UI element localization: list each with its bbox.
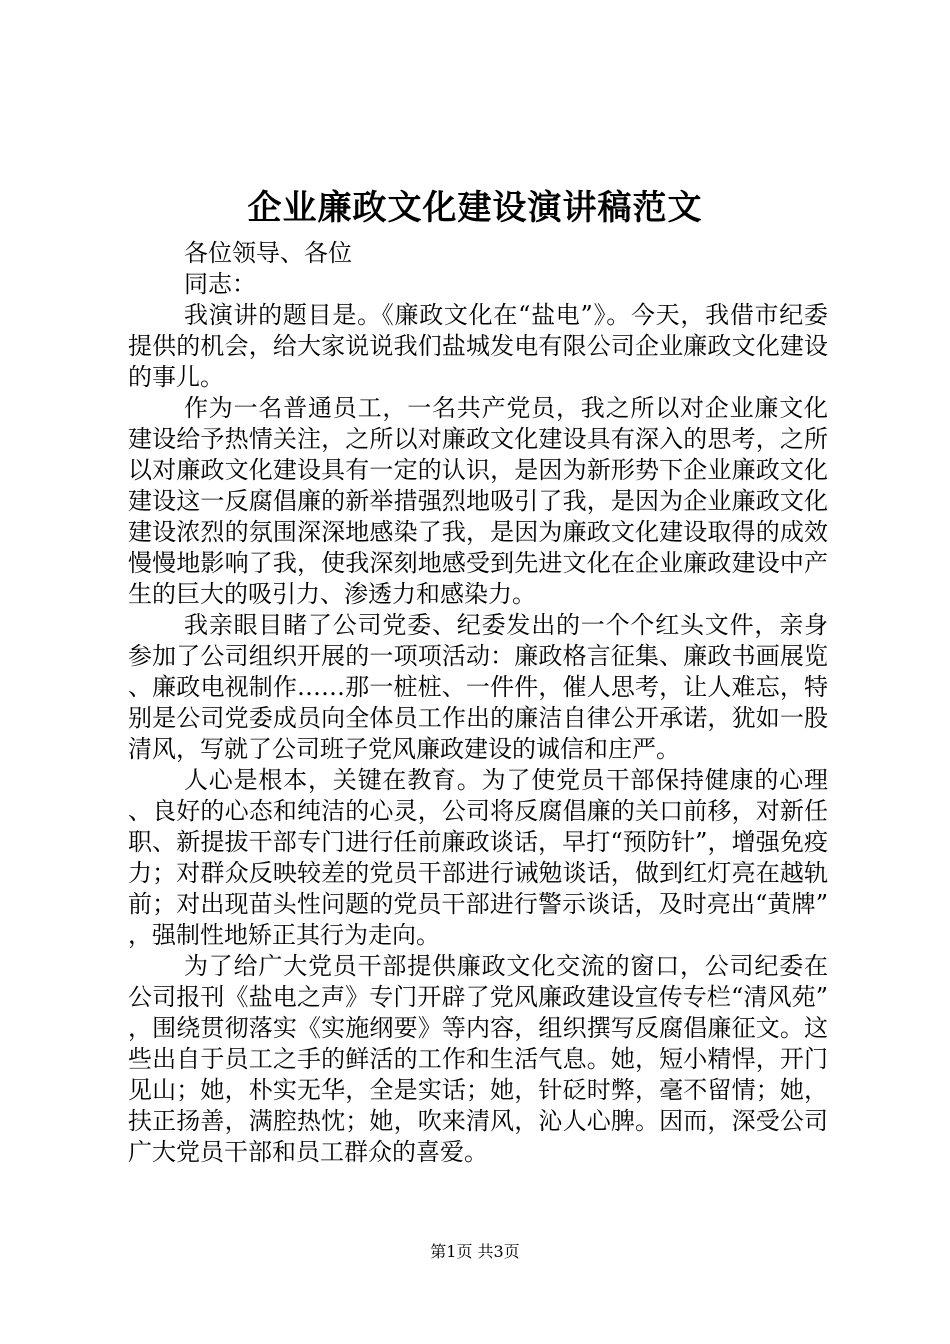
page-footer: 第1页 共3页 [430, 1242, 520, 1261]
paragraph-5: 为了给广大党员干部提供廉政文化交流的窗口，公司纪委在公司报刊《盐电之声》专门开辟了党风廉政建设宣传专栏“清风苑”，围绕贯彻落实《实施纲要》等内容，组织撰写反腐倡廉征文。这些出自于员工之手的鲜活的工作和生活气息。她，短小精悍，开门见山；她，朴实无华，全是实话；她，针砭时弊，毫不留情；她，扶正扬善，满腔热忱；她，吹来清风，沁人心脾。因而，深受公司广大党员干部和员工群众的喜爱。 [128, 952, 828, 1166]
document-title: 企业廉政文化建设演讲稿范文 [247, 188, 703, 228]
paragraph-3: 我亲眼目睹了公司党委、纪委发出的一个个红头文件，亲身参加了公司组织开展的一项项活动：廉政格言征集、廉政书画展览、廉政电视制作……那一桩桩、一件件，催人思考，让人难忘，特别是公司党委成员向全体员工作出的廉洁自律公开承诺，犹如一股清风，写就了公司班子党风廉政建设的诚信和庄严。 [128, 611, 828, 763]
paragraph-4: 人心是根本，关键在教育。为了使党员干部保持健康的心理、良好的心态和纯洁的心灵，公司将反腐倡廉的关口前移，对新任职、新提拔干部专门进行任前廉政谈话，早打“预防针”，增强免疫力；对群众反映较差的党员干部进行诫勉谈话，做到红灯亮在越轨前；对出现苗头性问题的党员干部进行警示谈话，及时亮出“黄牌”，强制性地矫正其行为走向。 [128, 766, 828, 949]
greeting-line-2: 同志： [184, 270, 256, 298]
paragraph-1: 我演讲的题目是。《廉政文化在“盐电”》。今天，我借市纪委提供的机会，给大家说说我们盐城发电有限公司企业廉政文化建设的事儿。 [128, 301, 828, 391]
paragraph-2: 作为一名普通员工，一名共产党员，我之所以对企业廉文化建设给予热情关注，之所以对廉政文化建设具有深入的思考，之所以对廉政文化建设具有一定的认识，是因为新形势下企业廉政文化建设这一反腐倡廉的新举措强烈地吸引了我，是因为企业廉政文化建设浓烈的氛围深深地感染了我，是因为廉政文化建设取得的成效慢慢地影响了我，使我深刻地感受到先进文化在企业廉政建设中产生的巨大的吸引力、渗透力和感染力。 [128, 394, 828, 608]
document-body [128, 238, 828, 1168]
greeting-line-1: 各位领导、各位 [184, 239, 352, 267]
